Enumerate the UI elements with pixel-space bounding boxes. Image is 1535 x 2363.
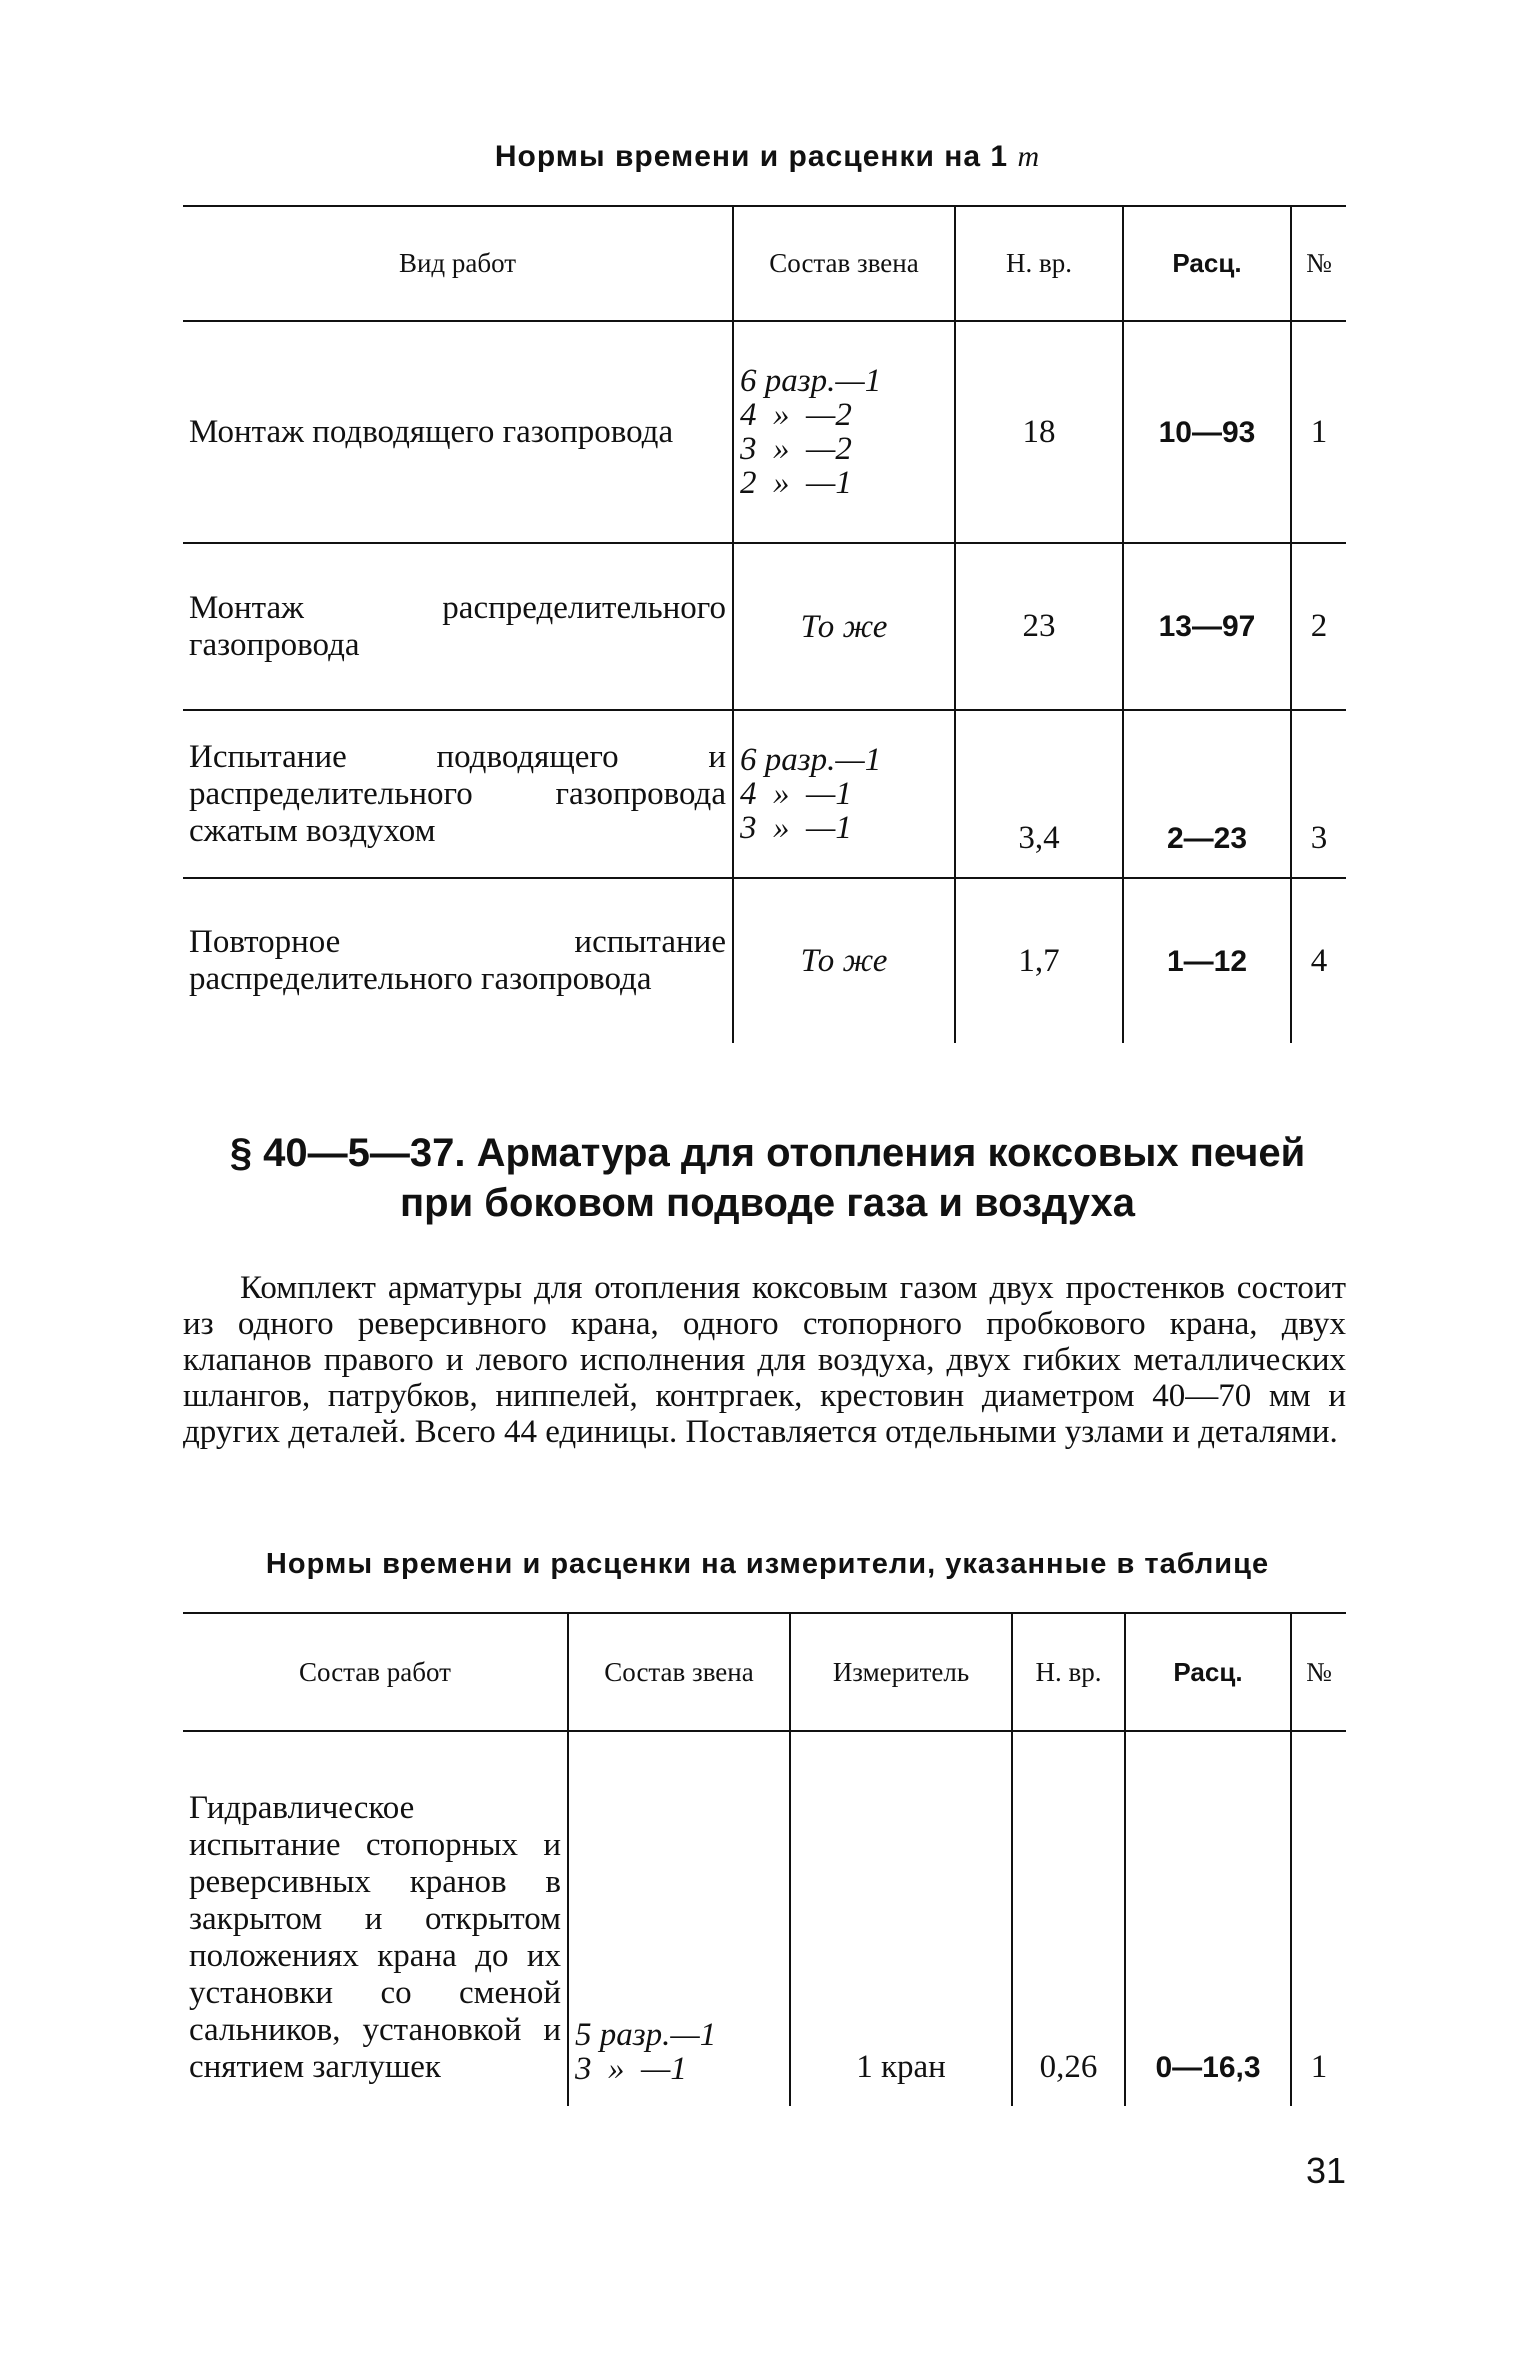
section-paragraph: Комплект арматуры для отопления коксовым газом двух простенков состоит из одного реверсивного крана, одного стопорного пробкового крана, двух клапанов правого и левого исполнения для воздуха, двух гибких металлических шлангов, патрубков, ниппелей, контргаек, крестовин диаметром 40—70 мм и других деталей. Всего 44 единицы. Поставляется отдельными узлами и деталями.	[183, 1270, 1346, 1450]
work-cell: Повторное испытание распределительного газопровода	[183, 878, 733, 1043]
table2-header-row	[183, 1613, 1346, 1731]
table2-caption: Нормы времени и расценки на измерители, указанные в таблице	[265, 1548, 1270, 1580]
time-cell: 3,4	[955, 710, 1123, 878]
unit-cell: 1 кран	[790, 1731, 1012, 2106]
work-cell: Монтаж подводящего газопровода	[189, 413, 674, 450]
header-rate: Расц.	[1123, 206, 1291, 321]
header-time: Н. вр.	[1012, 1613, 1125, 1731]
header-num: №	[1291, 1613, 1346, 1731]
time-cell: 23	[955, 543, 1123, 710]
rate-cell: 0—16,3	[1125, 1731, 1291, 2106]
header-crew: Состав звена	[568, 1613, 790, 1731]
section-title-line1: § 40—5—37. Арматура для отопления коксовых печей	[229, 1131, 1306, 1175]
section-title-line2: при боковом подводе газа и воздуха	[400, 1181, 1135, 1225]
num-cell: 1	[1291, 321, 1346, 543]
header-work: Вид работ	[183, 206, 733, 321]
rate-cell: 1—12	[1123, 878, 1291, 1043]
time-cell: 0,26	[1012, 1731, 1125, 2106]
page-number: 31	[1305, 2150, 1346, 2191]
rate-cell: 10—93	[1123, 321, 1291, 543]
header-unit: Измеритель	[790, 1613, 1012, 1731]
num-cell: 4	[1291, 878, 1346, 1043]
table-row	[183, 543, 1346, 710]
header-num: №	[1291, 206, 1346, 321]
work-cell: Монтаж распределительного газопровода	[183, 543, 733, 710]
table-row	[183, 1731, 1346, 2106]
crew-cell: 5 разр.—1 3 » —1	[568, 1731, 790, 2106]
header-work: Состав работ	[183, 1613, 568, 1731]
crew-cell: То же	[733, 878, 955, 1043]
header-crew: Состав звена	[733, 206, 955, 321]
section-title	[0, 1128, 1535, 1228]
table-row	[183, 710, 1346, 878]
work-cell: Испытание подводящего и распределительного газопровода сжатым воздухом	[183, 710, 733, 878]
table-row	[183, 878, 1346, 1043]
time-cell: 1,7	[955, 878, 1123, 1043]
table1-caption-unit: т	[1017, 140, 1041, 173]
table-row	[183, 321, 1346, 543]
num-cell: 1	[1291, 1731, 1346, 2106]
table1-caption	[0, 140, 1535, 174]
rate-cell: 13—97	[1123, 543, 1291, 710]
table1-caption-text: Нормы времени и расценки на 1	[494, 140, 1009, 173]
num-cell: 2	[1291, 543, 1346, 710]
num-cell: 3	[1291, 710, 1346, 878]
norms-table-2	[183, 1612, 1346, 2106]
time-cell: 18	[955, 321, 1123, 543]
crew-cell: 6 разр.—1 4 » —2 3 » —2 2 » —1	[733, 321, 955, 543]
rate-cell: 2—23	[1123, 710, 1291, 878]
crew-cell: То же	[733, 543, 955, 710]
work-cell: Гидравлическое испытание стопорных и реверсивных кранов в закрытом и открытом положениях крана до их установки со сменой сальников, установкой и снятием заглушек	[189, 1790, 561, 2085]
header-time: Н. вр.	[955, 206, 1123, 321]
crew-cell: 6 разр.—1 4 » —1 3 » —1	[733, 710, 955, 878]
table1-header-row	[183, 206, 1346, 321]
norms-table-1	[183, 205, 1346, 1043]
header-rate: Расц.	[1125, 1613, 1291, 1731]
